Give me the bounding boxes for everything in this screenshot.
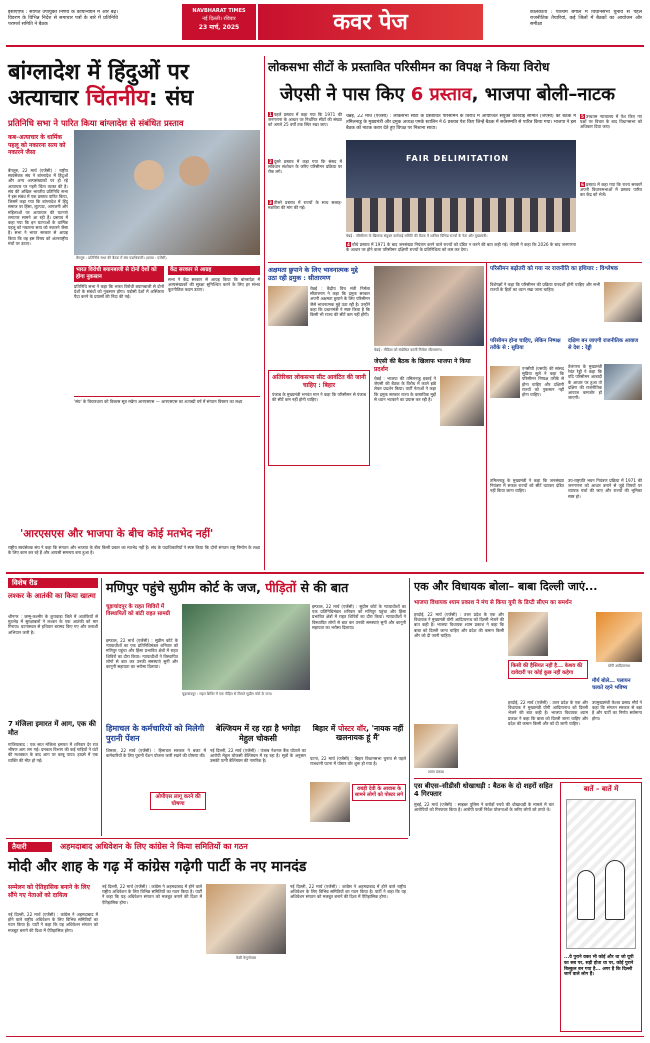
baba-caption2: योगी आदित्यनाथ [608,664,630,668]
sitharaman-rule [268,262,642,263]
baba-body: हरदोई, 22 मार्च (एजेंसी) : उत्तर प्रदेश के एक और विधायक ने मुख्यमंत्री योगी आदित्यनाथ को दिल्ली भेजने की बात कही है। भाजपा विधायक श्याम प्रकाश ने कहा कि बाबा को दिल्ली जाना चाहिए और प्रदेश की कमान किसी और को दी जानी चाहिए। [414,612,504,638]
cartoon-figure-2 [605,860,625,920]
lead-headline-b: चिंतनीय [85,86,149,111]
congress-body-cont: नई दिल्ली, 22 मार्च (एजेंसी) : कांग्रेस ने अहमदाबाद में होने वाले राष्ट्रीय अधिवेशन के लिए विभिन्न समितियों का गठन किया है। पार्टी ने कहा कि यह अधिवेशन संगठन को मजबूत बनाने की दिशा में ऐतिहासिक होगा। [102,884,202,905]
cartoon [566,799,636,949]
delim-photo-crowd [346,198,576,232]
tharoor-photo [604,282,642,322]
baba-side-body: उपमुख्यमंत्री केशव प्रसाद मौर्य ने कहा कि संगठन सरकार से बड़ा है और पार्टी का निर्णय सर्वमान्य होगा। [592,700,642,721]
lead-body: बेंगलुरु, 22 मार्च (एजेंसी) : राष्ट्रीय स्वयंसेवक संघ ने बांग्लादेश में हिंदुओं और अन्य अल्पसंख्यकों पर हो रहे अत्याचार पर गहरी चिंता व्यक्त की है। संघ की अखिल भारतीय प्रतिनिधि सभा ने इस संबंध में एक प्रस्ताव पारित किया, जिसमें कहा गया कि बांग्लादेश में हिंदू समाज पर हिंसा, लूटपाट, आगजनी और महिलाओं पर अत्याचार की घटनाएं लगातार सामने आ रही हैं। प्रस्ताव में कहा गया कि इन घटनाओं के धार्मिक पहलू को नकारना सत्य को नकारने जैसा है। सभा ने भारत सरकार से आग्रह किया कि वह इस विषय को अंतरराष्ट्रीय मंचों पर उठाए। [8,168,68,246]
masthead-right-brief: कोलकाता : पश्चिम बंगाल में विधानसभा चुनाव से पहले राजनीतिक तैयारियां, कई जिलों में बैठकों का आयोजन और समीक्षा [530,10,642,27]
lead-box2-title: केंद्र सरकार से आग्रह [168,266,260,275]
delim-side-item: 5 उच्चतम न्यायालय में पेश किए गए पक्षों पर विचार के बाद विधानसभा को अधिकार दिया जाए। [580,114,642,130]
lead-headline-line1: बांग्लादेश में हिंदुओं पर [8,60,189,85]
manipur-kicker: चूड़ाचांदपुर के राहत शिविरों में विस्थापितों को बांटी राहत सामग्री [106,604,171,617]
page-bottom-rule [6,1036,644,1037]
belgium-body: नई दिल्ली, 22 मार्च (एजेंसी) : पंजाब नेशनल बैंक घोटाले का आरोपी मेहुल चोकसी बेल्जियम में रह रहा है। सूत्रों के अनुसार उसकी पत्नी बेल्जियम की नागरिक है। [210,748,306,764]
lead-box1-body: प्रतिनिधि सभा ने कहा कि भारत विरोधी बयानबाजी से दोनों देशों के संबंधों को नुकसान होगा। पड़ोसी देशों में अस्थिरता पैदा करने के प्रयासों की निंदा की गई। [74,284,164,300]
delim-banner: FAIR DELIMITATION [406,154,510,163]
congress-rule [6,838,408,839]
congress-caption: केसी वेणुगोपाल [235,956,257,960]
lead-note: 'संघ' के विचारधारा को विकास सूत्र रखेगा आरएसएस — आरएसएस का शताब्दी वर्ष में संगठन विस्तार का लक्ष्य [74,396,260,416]
edition: नई दिल्ली। रविवार [202,16,236,22]
baatein-title: बातें – बातें में [583,785,619,793]
sitharaman-body: चेन्नई : केंद्रीय वित्त मंत्री निर्मला सीतारमण ने कहा कि द्रमुक सरकार अपनी अक्षमता छुपाने के लिए परिसीमन जैसे भावनात्मक मुद्दे उठा रही है। उन्होंने कहा कि प्रधानमंत्री ने स्पष्ट किया है कि किसी भी राज्य की सीटें कम नहीं होंगी। [310,286,370,318]
vishesh-body2: गाजियाबाद : एक सात मंजिला इमारत में शनिवार देर रात भीषण आग लग गई। दमकल विभाग की कई गाड़ियों ने घंटों की मशक्कत के बाद आग पर काबू पाया। हादसे में एक व्यक्ति की मौत हो गई। [8,742,98,763]
page-title-bar [258,4,483,40]
hp-tag: ओपीएस लागू करने की घोषणा [150,792,206,810]
baatein-box [560,782,642,1032]
right-item: उप-राष्ट्रपति भवन नियंत्रण प्रक्रिया में 1971 की जनगणना को आधार बनाने से जुड़े विषयों पर व्यापक चर्चा की जाए और राज्यों की भूमिका स्पष्ट हो। [568,478,642,499]
lead-quote: 'आरएसएस और भाजपा के बीच कोई मतभेद नहीं' [20,528,214,540]
extra-seat-box [268,370,370,466]
lead-headline [8,60,260,112]
baba-head: एक और विधायक बोला– बाबा दिल्ली जाएं... [414,580,598,593]
baba-body-cont: हरदोई, 22 मार्च (एजेंसी) : उत्तर प्रदेश के एक और विधायक ने मुख्यमंत्री योगी आदित्यनाथ को दिल्ली भेजने की बात कही है। भाजपा विधायक श्याम प्रकाश ने कहा कि बाबा को दिल्ली जाना चाहिए और प्रदेश की कमान किसी और को दी जानी चाहिए। [508,700,588,726]
vishesh-head2: 7 मंजिला इमारत में आग, एक की मौत [8,720,96,737]
vishesh-tag: विशेष रीड [8,578,98,588]
baba-caption1: श्याम प्रकाश [427,770,444,774]
congress-photo [206,884,286,954]
delim-body: चेन्नई, 22 मार्च (एजेंसी) : लोकसभा सीटों के प्रस्तावित परिसीमन के विरोध में आयोजित संयुक्त कार्रवाई समिति (जेएसी) की बैठक में तमिलनाडु के मुख्यमंत्री और द्रमुक अध्यक्ष एमके स्टालिन ने 6 प्रस्ताव पेश किए जिन्हें बैठक में सर्वसम्मति से पारित किया गया। भाजपा ने इस बैठक को नाटक करार देते हुए विपक्ष पर निशाना साधा। [346,114,576,131]
reddy-photo [604,364,642,400]
baba-caption3: मौर्य बोले... पलायन चलाते रहने भविष्य [592,678,631,691]
lead-box1 [74,266,164,344]
baba-sub: भाजपा विधायक श्याम प्रकाश ने मंच से किया यूपी के डिप्टी सीएम का समर्थन [414,600,572,606]
lead-headline-c: : संघ [148,86,194,111]
lead-box1-title: भारत विरोधी बयानबाजी से दोनों देशों को होगा नुकसान [74,266,164,282]
page-title: कवर पेज [333,9,408,35]
delim-point: 3 तीसरे प्रस्ताव में राज्यों के साथ सलाह-मशविरा की मांग की गई। [268,200,342,211]
sitharaman-photo [268,286,308,326]
band2-rule [6,572,644,574]
masthead-logo [182,4,256,40]
hp-body: शिमला, 22 मार्च (एजेंसी) : हिमाचल सरकार ने बजट में कर्मचारियों के लिए पुरानी पेंशन योजना जारी रखने की घोषणा की। [106,748,206,759]
baba-photo3 [414,724,458,768]
congress-side-head: सम्मेलन को ऐतिहासिक बनाने के लिए सौंपे गए नेताओं को दायित्व [8,884,90,899]
manipur-caption: चूड़ाचांदपुर : राहत शिविर में एक पीड़ित से मिलते सुप्रीम कोर्ट के जज। [182,692,273,696]
extra-seat-head: अतिरिक्त लोकसभा सीट आवंटित की जानी चाहिए : बिहार [272,374,366,389]
manipur-body-cont: इम्फाल, 22 मार्च (एजेंसी) : सुप्रीम कोर्ट के न्यायाधीशों का एक प्रतिनिधिमंडल शनिवार को मणिपुर पहुंचा और हिंसा प्रभावित क्षेत्रों में राहत शिविरों का दौरा किया। न्यायाधीशों ने विस्थापित लोगों से बात कर उनकी समस्याएं सुनीं और कानूनी सहायता का भरोसा दिलाया। [312,604,406,630]
right-col-divider [486,262,487,562]
tharoor-head: परिसीमन बढ़ोतरी को गया नर राजनीति का हथियार : विश्लेषक [490,266,619,272]
belgium-head: बेल्जियम में रह रहा है भगोड़ा मेहुल चोकसी [215,724,301,743]
hp-head: हिमाचल के कर्मचारियों को मिलेगी पुरानी पेंशन [106,724,205,743]
congress-kicker: अहमदाबाद अधिवेशन के लिए कांग्रेस ने किया समितियों का गठन [60,842,248,851]
lead-headline-line2 [8,86,260,112]
cartoon-caption: ...वे पुराने वक्त भी कोई और था जो यूपी का सब पर, सड़ी होता था पर, कोई पुराने बिल्कुल बन गया है... अगर है कि दिल्ली जाने वाले लोग हैं। [564,955,634,978]
lead-subhead: प्रतिनिधि सभा ने पारित किया बांग्लादेश से संबंधित प्रस्ताव [8,118,184,128]
lead-headline-a: अत्याचार [8,86,86,111]
tmc-head: एस बीएस–सीडीसी धोखाधड़ी : बैठक के दो शहरों सहित 4 गिरफ्तार [414,782,553,799]
bihar-body: पटना, 22 मार्च (एजेंसी) : बिहार विधानसभा चुनाव से पहले राजधानी पटना में पोस्टर वॉर शुरू हो गया है। [310,756,406,767]
tmc-body: मुंबई, 22 मार्च (एजेंसी) : साइबर पुलिस ने करोड़ों रुपये की धोखाधड़ी के मामले में चार आरोपियों को गिरफ्तार किया है। आरोपी फर्जी निवेश योजनाओं के जरिए लोगों को ठगते थे। [414,802,554,813]
bihar-head: बिहार में पोस्टर वॉर, 'नायक नहीं खलनायक हूं मैं' [312,724,404,743]
cartoon-figure-1 [577,870,595,920]
supriya-head: परिसीमन होना चाहिए, लेकिन निष्पक्ष तरीके से : सुप्रिया [490,338,561,351]
delim-main-head-a: जेएसी ने पास किए [280,84,411,105]
sitharaman-photo2 [374,266,484,346]
lead-photo [74,130,260,255]
supriya-body: एनसीपी (एसपी) की सांसद सुप्रिया सुले ने कहा कि परिसीमन निष्पक्ष तरीके से होना चाहिए और दक्षिणी राज्यों को नुकसान नहीं होना चाहिए। [522,366,564,398]
delim-photo [346,140,576,232]
paper-name: NAVBHARAT TIMES [192,8,246,14]
delim-point: 1 पहले प्रस्ताव में कहा गया कि 1971 की जनगणना के आधार पर निर्धारित सीटों की संख्या को अगले 25 वर्षों तक स्थिर रखा जाए। [268,112,342,128]
delim-side [580,114,642,254]
delim-points [268,112,342,237]
date: 23 मार्च, 2025 [198,24,240,31]
congress-body-cont2: नई दिल्ली, 22 मार्च (एजेंसी) : कांग्रेस ने अहमदाबाद में होने वाले राष्ट्रीय अधिवेशन के लिए विभिन्न समितियों का गठन किया है। पार्टी ने कहा कि यह अधिवेशन संगठन को मजबूत बनाने की दिशा में ऐतिहासिक होगा। [290,884,406,900]
column-divider [264,56,265,570]
vishesh-body: श्रीनगर : जम्मू-कश्मीर के कुपवाड़ा जिले में आतंकियों से मुठभेड़ में सुरक्षाबलों ने लश्कर के एक आतंकी को मार गिराया। घटनास्थल से हथियार बरामद किए गए और तलाशी अभियान जारी है। [8,614,98,635]
delim-side-item: 6 प्रस्ताव में कहा गया कि राज्य सरकारें अपनी विधानसभाओं में प्रस्ताव पारित कर केंद्र को भेजें। [580,182,642,198]
lead-quote-body: राष्ट्रीय स्वयंसेवक संघ ने कहा कि संगठन और भाजपा के बीच किसी प्रकार का मतभेद नहीं है। संघ के पदाधिकारियों ने स्पष्ट किया कि दोनों संगठन राष्ट्र निर्माण के लक्ष्य के लिए काम कर रहे हैं और आपसी समन्वय बना हुआ है। [8,545,260,556]
vishesh-divider [101,578,102,836]
bihar-tag: राबड़ी देवी के आवास के सामने लोगों को पोस्टर लगे [352,784,406,801]
manipur-photo [182,604,310,690]
baba-photo1 [508,612,548,656]
masthead-rule [6,45,644,47]
baba-photo2 [596,612,642,662]
lead-photo-figure2 [179,156,209,186]
vishesh-head: लश्कर के आतंकी का किया खात्मा [8,592,96,600]
lead-photo-caption: बेंगलुरु : प्रतिनिधि सभा की बैठक में संघ पदाधिकारी। (छाया : एजेंसी) [76,256,167,260]
manipur-divider [409,578,410,836]
manipur-head: मणिपुर पहुंचे सुप्रीम कोर्ट के जज, पीड़ितों से की बात [106,580,349,595]
delim-point: 2 दूसरे प्रस्ताव में कहा गया कि संसद में संविधान संशोधन के जरिए परिसीमन प्रक्रिया पर रोक लगे। [268,159,342,175]
delim-main-head-c: , भाजपा बोली–नाटक [471,84,615,105]
supriya-photo [490,366,520,398]
lead-photo-figure [134,160,164,190]
right-item: तमिलनाडु के मुख्यमंत्री ने कहा कि जनसंख्या नियंत्रण में सफल राज्यों को सीटें घटाकर दंडित नहीं किया जाना चाहिए। [490,478,564,494]
delim-photo-caption: चेन्नई : परिसीमन के खिलाफ संयुक्त कार्रवाई समिति की बैठक में शामिल विभिन्न राज्यों के नेता और मुख्यमंत्री। [346,234,488,238]
reddy-head: दक्षिण बन जाएगी राजनीतिक आवाज से देश : रेड्डी [568,338,639,351]
lead-box2 [168,266,260,337]
bihar-photo [310,782,350,822]
congress-body: नई दिल्ली, 22 मार्च (एजेंसी) : कांग्रेस ने अहमदाबाद में होने वाले राष्ट्रीय अधिवेशन के लिए विभिन्न समितियों का गठन किया है। पार्टी ने कहा कि यह अधिवेशन संगठन को मजबूत बनाने की दिशा में ऐतिहासिक होगा। [8,912,98,933]
delim-point4: 4 चौथे प्रस्ताव में 1971 के बाद जनसंख्या नियंत्रण करने वाले राज्यों को दंडित न करने की बात कही गई। जेएसी ने कहा कि 2026 के बाद जनगणना के आधार पर होने वाला परिसीमन दक्षिणी राज्यों के प्रतिनिधित्व को कम कर देगा। [346,242,576,253]
bjp-protest-body: चेन्नई : भाजपा की तमिलनाडु इकाई ने जेएसी की बैठक के विरोध में काले झंडे लेकर प्रदर्शन किया। पार्टी नेताओं ने कहा कि द्रमुक सरकार राज्य के वास्तविक मुद्दों से ध्यान भटकाने का प्रयास कर रही है। [374,376,436,402]
lead-box2-body: सभा ने केंद्र सरकार से आग्रह किया कि बांग्लादेश में अल्पसंख्यकों की सुरक्षा सुनिश्चित करने के लिए हर संभव कूटनीतिक कदम उठाए। [168,277,260,293]
extra-seat-body: पंजाब के मुख्यमंत्री भगवंत मान ने कहा कि परिसीमन से पंजाब की सीटें कम नहीं होनी चाहिए। [272,392,366,403]
congress-head: मोदी और शाह के गढ़ में कांग्रेस गढ़ेगी पार्टी के नए मानदंड [8,859,307,875]
tharoor-body: विशेषज्ञों ने कहा कि परिसीमन की प्रक्रिया पारदर्शी होनी चाहिए और सभी राज्यों के हितों का ध्यान रखा जाना चाहिए। [490,282,600,293]
delim-main-head-b: 6 प्रस्ताव [410,84,472,105]
reddy-body: तेलंगाना के मुख्यमंत्री रेवंत रेड्डी ने कहा कि यदि परिसीमन आबादी के आधार पर हुआ तो दक्षिण की राजनीतिक आवाज कमजोर हो जाएगी। [568,364,602,401]
delim-top-head: लोकसभा सीटों के प्रस्तावित परिसीमन का विपक्ष ने किया विरोध [268,60,550,74]
sitharaman-head: अक्षमता छुपाने के लिए भावनात्मक मुद्दे उठा रही द्रमुक : सीतारमण [268,266,358,282]
bjp-protest-photo [440,376,484,426]
congress-tag: तैयारी [8,842,52,852]
baba-quote-box: किसी की हैसियत नहीं है... केशव की दावेदारी पर कोई कुछ नहीं कहेगा [508,660,588,679]
lead-sidebar-head: कब–अत्याचार के धार्मिक पहलू को नकारना सत्य को नकारने जैसा [8,134,66,157]
bjp-protest-head: जेएसी की बैठक के खिलाफ भाजपा ने किया प्रदर्शन [374,358,471,373]
sitharaman-caption: चेन्नई : मीडिया को संबोधित करतीं निर्मला सीतारमण। [374,348,443,352]
tmc-rule [414,778,642,779]
delim-main-head [280,84,640,106]
masthead-left-brief: ईसीएएफ : सौंपित उपायुक्त निर्णय के कार्यान्वयन में ओर बढ़े। विवरण के विभिन्न निर्देश से समाचार पत्रों के बारे में प्रतिनिधि परामर्श समिति ने बैठक [8,10,118,27]
manipur-body: इम्फाल, 22 मार्च (एजेंसी) : सुप्रीम कोर्ट के न्यायाधीशों का एक प्रतिनिधिमंडल शनिवार को मणिपुर पहुंचा और हिंसा प्रभावित क्षेत्रों में राहत शिविरों का दौरा किया। न्यायाधीशों ने विस्थापित लोगों से बात कर उनकी समस्याएं सुनीं और कानूनी सहायता का भरोसा दिलाया। [106,638,178,670]
masthead [0,0,650,44]
